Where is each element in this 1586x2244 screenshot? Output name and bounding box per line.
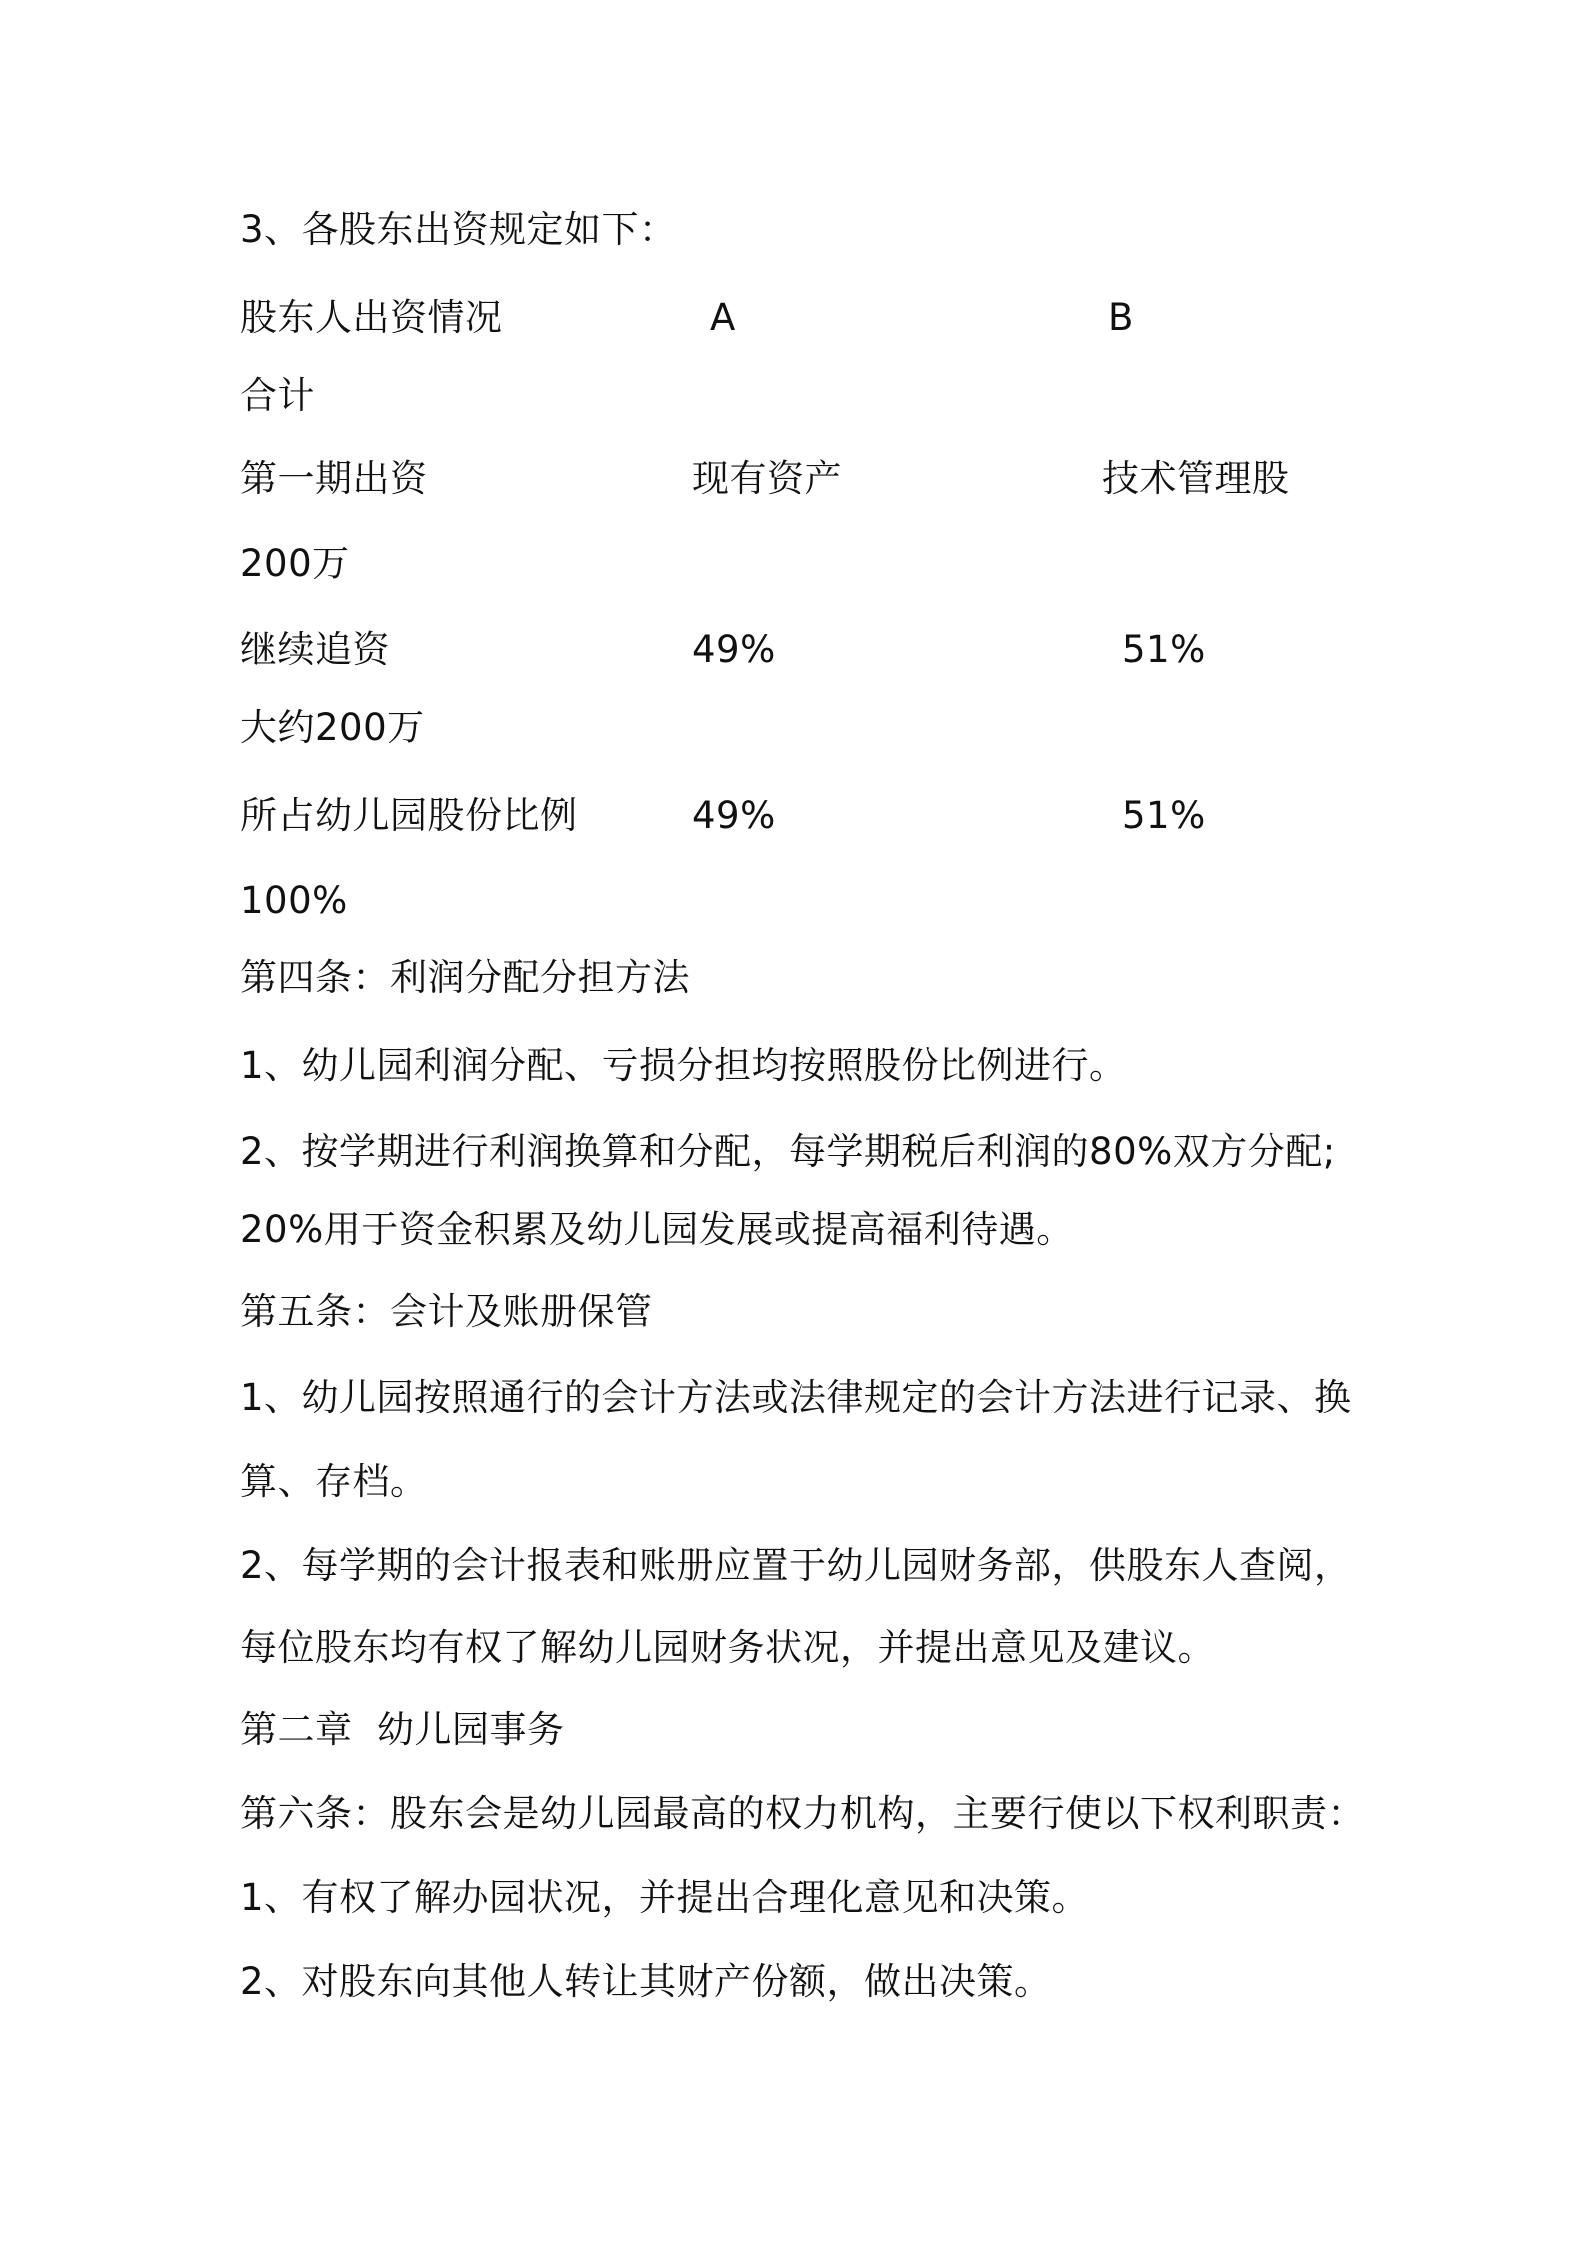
table-header-total: 合计 [240, 374, 315, 417]
article5-item2-line1: 2、每学期的会计报表和账册应置于幼儿园财务部，供股东人查阅， [240, 1544, 1352, 1587]
table-header-col-b: B [1108, 296, 1134, 339]
chapter2-title: 第二章 幼儿园事务 [240, 1708, 565, 1751]
article6-item2: 2、对股东向其他人转让其财产份额，做出决策。 [240, 1960, 1052, 2003]
article4-item2-line1: 2、按学期进行利润换算和分配，每学期税后利润的80%双方分配; [240, 1130, 1336, 1173]
article5-item1-line1: 1、幼儿园按照通行的会计方法或法律规定的会计方法进行记录、换 [240, 1376, 1352, 1419]
table-row3-total: 100% [240, 879, 348, 922]
table-row1-col-b: 技术管理股 [1102, 457, 1290, 500]
section3-intro: 3、各股东出资规定如下： [240, 208, 677, 251]
article5-item1-line2: 算、存档。 [240, 1460, 428, 1503]
article6-title: 第六条：股东会是幼儿园最高的权力机构，主要行使以下权利职责： [240, 1792, 1365, 1835]
table-row2-label: 继续追资 [240, 628, 390, 671]
article6-item1: 1、有权了解办园状况，并提出合理化意见和决策。 [240, 1876, 1090, 1919]
table-row2-col-a: 49% [692, 628, 776, 671]
table-row3-col-b: 51% [1122, 794, 1206, 837]
article4-item1: 1、幼儿园利润分配、亏损分担均按照股份比例进行。 [240, 1044, 1127, 1087]
table-header-col-a: A [710, 296, 736, 339]
table-row3-label: 所占幼儿园股份比例 [240, 794, 578, 837]
table-row1-total: 200万 [240, 542, 350, 585]
table-row3-col-a: 49% [692, 794, 776, 837]
article5-title: 第五条：会计及账册保管 [240, 1290, 653, 1333]
table-row2-total: 大约200万 [240, 706, 425, 749]
table-row2-col-b: 51% [1122, 628, 1206, 671]
table-row1-label: 第一期出资 [240, 457, 428, 500]
table-row1-col-a: 现有资产 [692, 457, 842, 500]
article5-item2-line2: 每位股东均有权了解幼儿园财务状况，并提出意见及建议。 [240, 1626, 1215, 1669]
article4-title: 第四条：利润分配分担方法 [240, 956, 690, 999]
article4-item2-line2: 20%用于资金积累及幼儿园发展或提高福利待遇。 [240, 1208, 1074, 1251]
table-header-label: 股东人出资情况 [240, 296, 503, 339]
